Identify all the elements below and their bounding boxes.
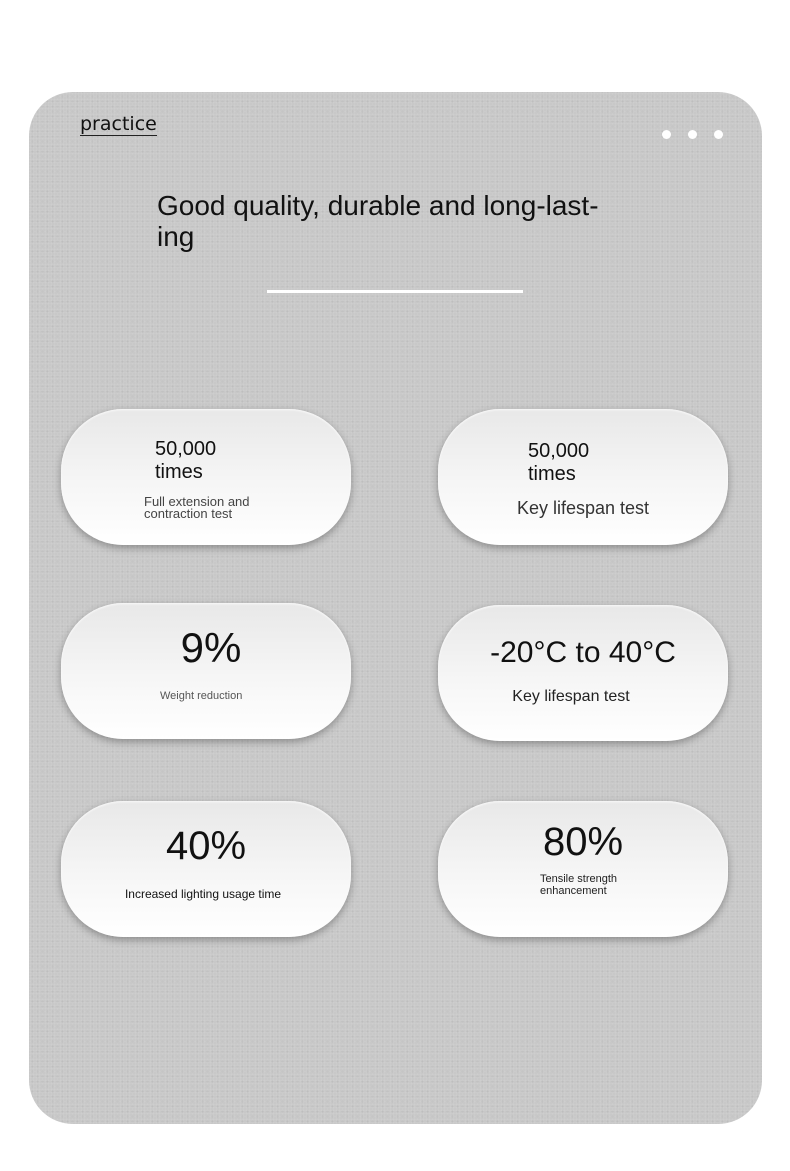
stat-card-lighting [61, 801, 351, 937]
stat-value: 9% [180, 624, 242, 671]
stat-caption: Weight reduction [160, 690, 243, 702]
stat-value [528, 440, 589, 486]
dot-icon [714, 130, 723, 139]
stat-value: -20°C to 40°C [490, 636, 676, 669]
stat-value-line-1: 50,000 [528, 440, 590, 462]
page-title-line-1: Good quality, durable and long-last- [157, 190, 599, 221]
stat-card-temperature [438, 605, 728, 741]
stat-caption [540, 873, 617, 897]
stat-caption: Key lifespan test [516, 498, 650, 518]
stat-value: 80% [542, 820, 624, 864]
page-title [157, 190, 657, 252]
stat-card-tensile [438, 801, 728, 937]
dot-icon [662, 130, 671, 139]
title-divider [267, 290, 523, 293]
dot-icon [688, 130, 697, 139]
stat-caption-line-2: contraction test [144, 506, 233, 521]
stat-caption-line-2: enhancement [540, 885, 607, 897]
page-title-line-2: ing [157, 221, 195, 252]
stat-card-key-lifespan [438, 409, 728, 545]
stat-value: 40% [165, 824, 247, 868]
stat-value-line-2: times [155, 461, 203, 483]
section-label: practice [80, 113, 157, 135]
stat-caption-line-1: Full extension and [144, 494, 250, 509]
stat-value-line-2: times [528, 463, 576, 485]
stat-caption-line-1: Tensile strength [540, 873, 618, 885]
stat-caption [144, 496, 250, 520]
stat-caption: Increased lighting usage time [124, 887, 282, 901]
stat-card-extension [61, 409, 351, 545]
stat-caption: Key lifespan test [512, 688, 630, 705]
stat-card-weight [61, 603, 351, 739]
stat-value-line-1: 50,000 [155, 438, 217, 460]
stat-value [155, 438, 216, 484]
menu-dots-icon[interactable] [662, 130, 724, 140]
